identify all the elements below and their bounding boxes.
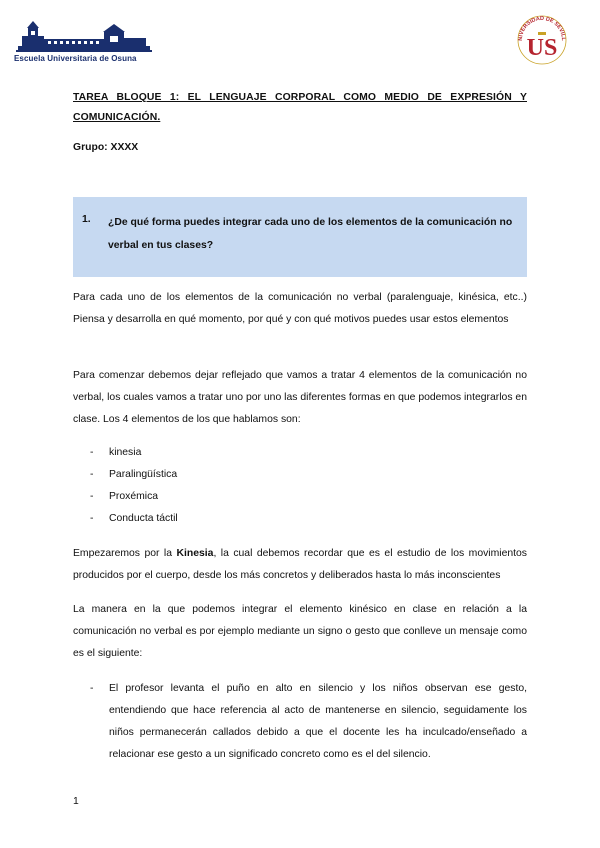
osuna-building-icon [14,20,154,54]
universidad-sevilla-logo [514,10,570,66]
list-item-text: Paralingüística [109,469,178,480]
seal-ring-text: NIVERSIDAD DE SEVILL [517,16,567,41]
list-bullet: - [90,447,94,458]
paragraph-integration: La manera en la que podemos integrar el elemento kinésico en clase en relación a la comunicación no verbal es por ejemplo mediante un signo o gesto que conlleve un mensaje como es el siguiente: [73,604,527,659]
osuna-logo [14,20,154,66]
list-bullet: - [90,469,94,480]
kinesia-term: Kinesia [176,548,214,559]
list-bullet: - [90,513,94,524]
sevilla-seal-icon [514,10,570,66]
kinesia-text-pre: Empezaremos por la [73,548,177,559]
question-box [73,197,527,277]
paragraph-intro: Para comenzar debemos dejar reflejado que vamos a tratar 4 elementos de la comunicación no verbal, los cuales vamos a tratar uno por uno las diferentes formas en que podemos integrarlos en clase. Los 4 elementos de los que hablamos son: [73,370,527,425]
example-bullet-text: El profesor levanta el puño en alto en silencio y los niños observan ese gesto, entendiendo que hace referencia al acto de mantenerse en silencio, seguidamente los niños permanecerán callados debido a que el docente les ha inculcado/enseñado a relacionar ese gesto a un significado concreto como es el del silencio. [109,683,527,760]
page-number: 1 [73,796,79,807]
paragraph-kinesia [73,543,527,587]
seal-monogram: US [526,35,558,61]
group-label: Grupo: XXXX [73,142,139,153]
kinesia-text-post: , la cual debemos recordar que es el estudio de los movimientos producidos por el cuerpo, desde los más concretos y deliberados hasta lo más inconscientes [73,548,527,581]
osuna-logo-caption: Escuela Universitaria de Osuna [14,54,137,63]
paragraph-instructions: Para cada uno de los elementos de la comunicación no verbal (paralenguaje, kinésica, etc..) Piensa y desarrolla en qué momento, por qué y con qué motivos puedes usar estos elementos [73,292,527,325]
list-item-text: Conducta táctil [109,513,178,524]
example-bullet-dash: - [90,683,94,694]
list-bullet: - [90,491,94,502]
document-title: TAREA BLOQUE 1: EL LENGUAJE CORPORAL COMO MEDIO DE EXPRESIÓN Y COMUNICACIÓN. [73,92,527,123]
question-text: ¿De qué forma puedes integrar cada uno de los elementos de la comunicación no verbal en tus clases? [108,217,513,251]
question-number: 1. [82,214,91,225]
list-item-text: Proxémica [109,491,159,502]
list-item-text: kinesia [109,447,142,458]
